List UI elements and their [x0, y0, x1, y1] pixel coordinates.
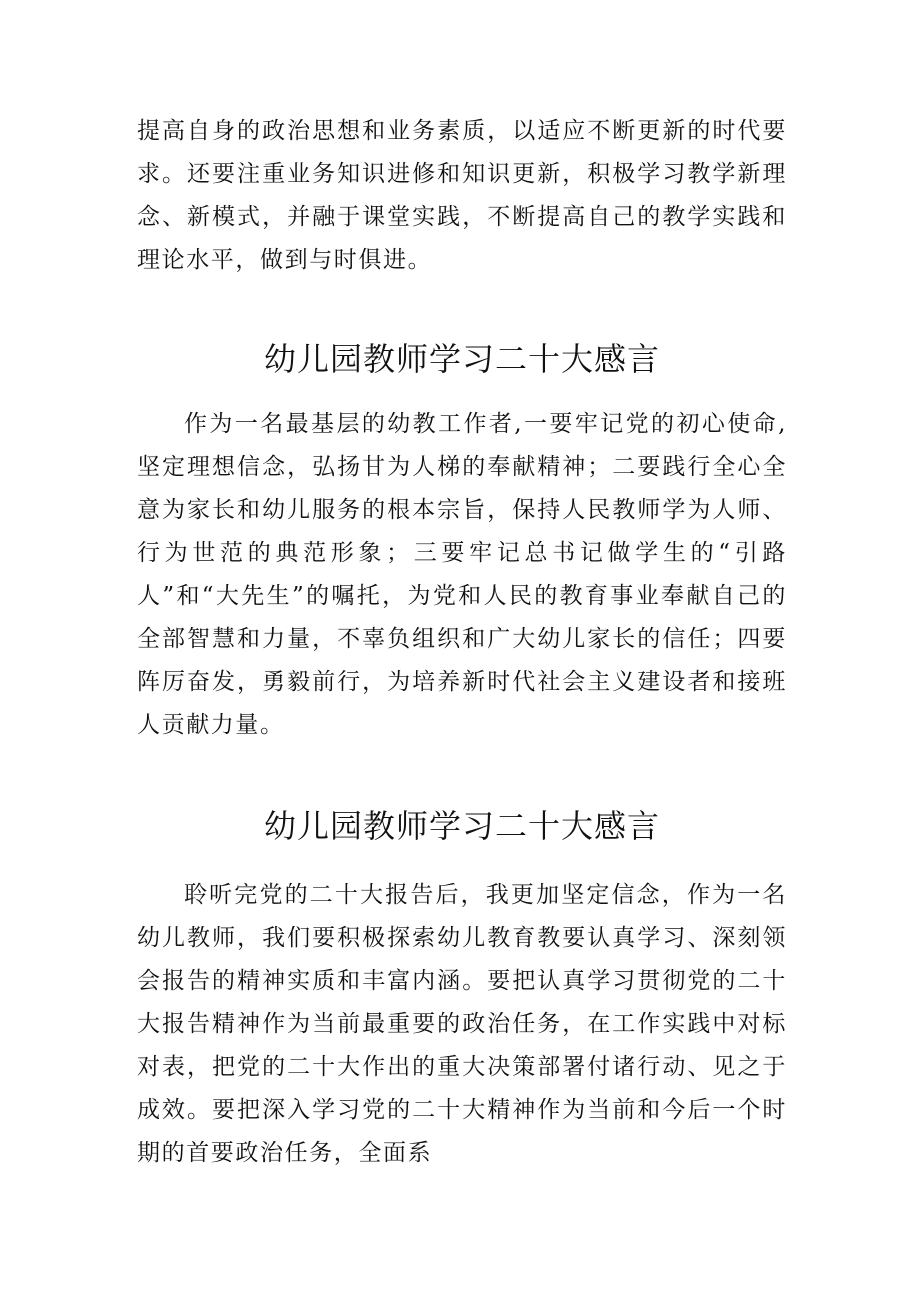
- section-title-1: 幼儿园教师学习二十大感言: [263, 340, 660, 378]
- section-paragraph-2: 聆听完党的二十大报告后，我更加坚定信念，作为一名幼儿教师，我们要积极探索幼儿教育教要认真学习、深刻领会报告的精神实质和丰富内涵。要把认真学习贯彻党的二十大报告精神作为当前最重要的政治任务，在工作实践中对标对表，把党的二十大作出的重大决策部署付诸行动、见之于成效。要把深入学习党的二十大精神作为当前和今后一个时期的首要政治任务，全面系: [137, 882, 787, 1166]
- section-title-2: 幼儿园教师学习二十大感言: [263, 807, 660, 845]
- section-paragraph-1: 作为一名最基层的幼教工作者,一要牢记党的初心使命,坚定理想信念，弘扬甘为人梯的奉献精神；二要践行全心全意为家长和幼儿服务的根本宗旨，保持人民教师学为人师、行为世范的典范形象；三要牢记总书记做学生的“引路人”和“大先生”的嘱托，为党和人民的教育事业奉献自己的全部智慧和力量，不辜负组织和广大幼儿家长的信任；四要阵厉奋发，勇毅前行，为培养新时代社会主义建设者和接班人贡献力量。: [137, 411, 787, 738]
- continued-paragraph: 提高自身的政治思想和业务素质，以适应不断更新的时代要求。还要注重业务知识进修和知识更新，积极学习教学新理念、新模式，并融于课堂实践，不断提高自己的教学实践和理论水平，做到与时俱进。: [137, 118, 787, 273]
- document-content: [137, 110, 787, 1175]
